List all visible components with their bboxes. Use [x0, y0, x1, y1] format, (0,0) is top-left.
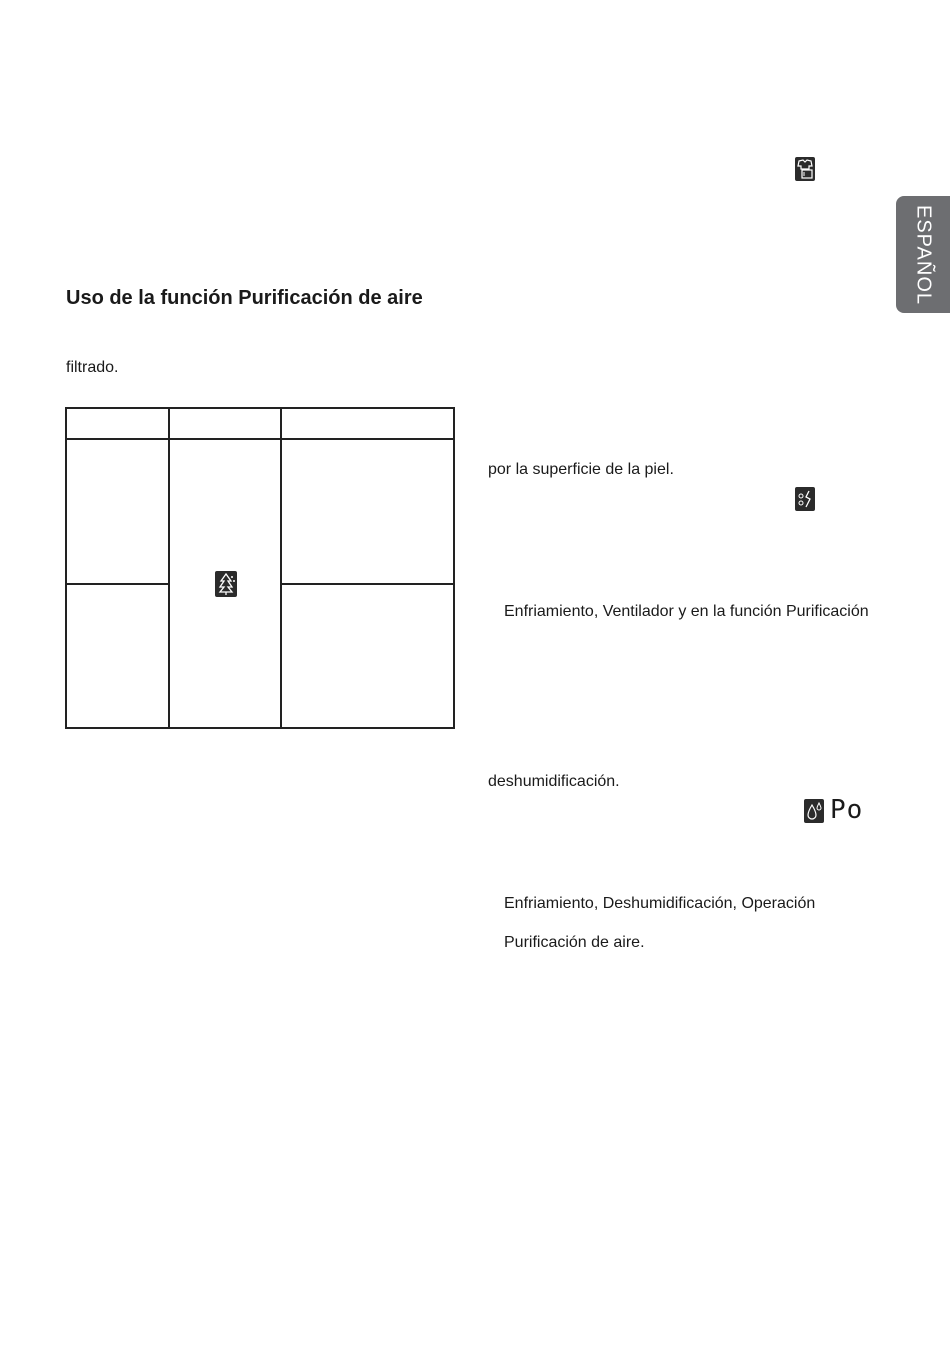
right-text-line-4: Enfriamiento, Deshumidificación, Operación [504, 895, 816, 912]
table-border-bottom [65, 727, 455, 729]
table-header-rule [65, 438, 455, 440]
table-row-sep-left [65, 583, 170, 585]
intro-text-tail: filtrado. [66, 359, 119, 376]
display-code: Po [830, 795, 864, 825]
table-col-sep-1 [168, 407, 170, 729]
table-border-top [65, 407, 455, 409]
shirt-dry-icon [795, 157, 815, 181]
table-col-sep-2 [280, 407, 282, 729]
table-border-right [453, 407, 455, 729]
right-text-line-2: Enfriamiento, Ventilador y en la función Purificación [504, 603, 869, 620]
tree-purify-icon [215, 571, 237, 597]
right-text-line-1: por la superficie de la piel. [488, 461, 674, 478]
section-heading: Uso de la función Purificación de aire [66, 287, 423, 309]
table-row-sep-right [280, 583, 455, 585]
plasma-face-icon [795, 487, 815, 511]
language-tab [896, 196, 950, 313]
right-text-line-5: Purificación de aire. [504, 934, 645, 951]
table-border-left [65, 407, 67, 729]
humidity-drop-icon [804, 799, 824, 823]
right-text-line-3: deshumidificación. [488, 773, 620, 790]
language-tab-label: ESPAÑOL [912, 204, 935, 305]
